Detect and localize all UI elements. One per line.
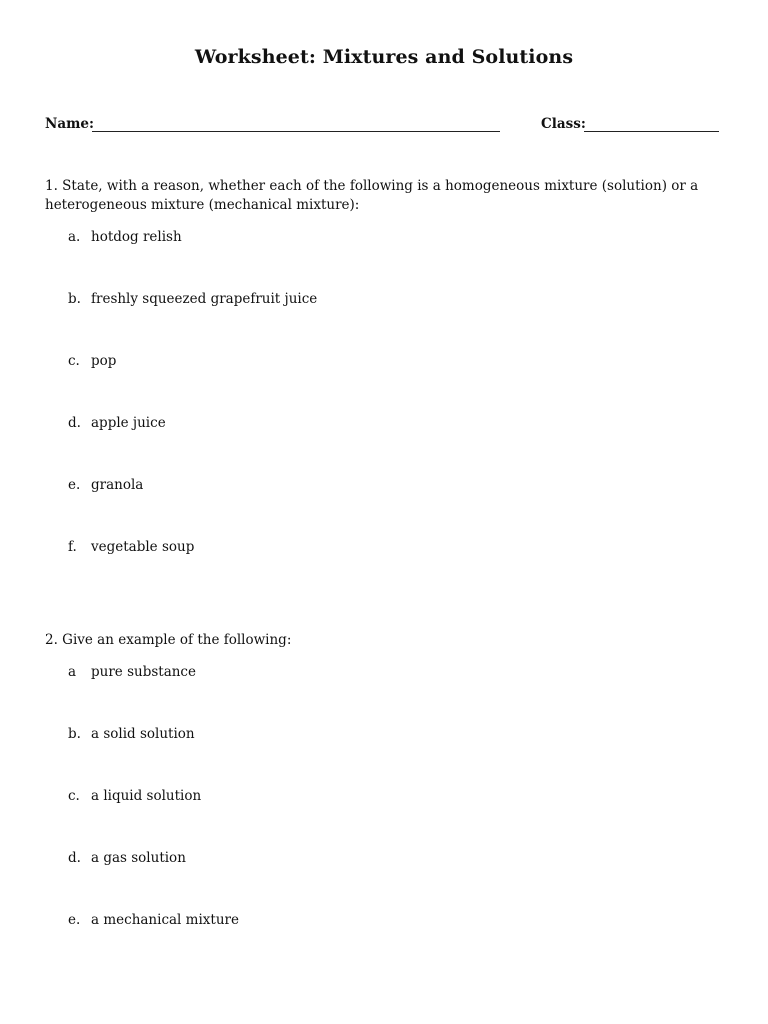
question-1-prompt-line-1: 1. State, with a reason, whether each of the following is a homogeneous mixture (solution) or a xyxy=(45,178,699,194)
question-2-prompt: 2. Give an example of the following: xyxy=(45,632,292,648)
item-text: freshly squeezed grapefruit juice xyxy=(91,291,318,307)
name-label: Name: xyxy=(45,116,94,132)
item-letter: d. xyxy=(68,415,81,431)
item-letter: c. xyxy=(68,353,80,369)
item-letter: e. xyxy=(68,477,81,493)
page-title: Worksheet: Mixtures and Solutions xyxy=(194,46,574,68)
name-input-line[interactable] xyxy=(92,131,500,132)
class-label: Class: xyxy=(541,116,586,132)
class-input-line[interactable] xyxy=(584,131,719,132)
item-text: granola xyxy=(91,477,144,493)
item-letter: a xyxy=(68,664,77,680)
item-letter: e. xyxy=(68,912,81,928)
question-1-prompt-line-2: heterogeneous mixture (mechanical mixture): xyxy=(45,197,360,213)
item-letter: a. xyxy=(68,229,81,245)
item-letter: f. xyxy=(68,539,77,555)
item-text: pure substance xyxy=(91,664,196,680)
item-letter: d. xyxy=(68,850,81,866)
item-letter: c. xyxy=(68,788,80,804)
item-text: hotdog relish xyxy=(91,229,182,245)
item-text: a mechanical mixture xyxy=(91,912,239,928)
item-text: a gas solution xyxy=(91,850,186,866)
item-text: a liquid solution xyxy=(91,788,202,804)
item-text: vegetable soup xyxy=(91,539,195,555)
item-letter: b. xyxy=(68,726,81,742)
item-text: pop xyxy=(91,353,117,369)
item-text: a solid solution xyxy=(91,726,195,742)
item-text: apple juice xyxy=(91,415,166,431)
item-letter: b. xyxy=(68,291,81,307)
